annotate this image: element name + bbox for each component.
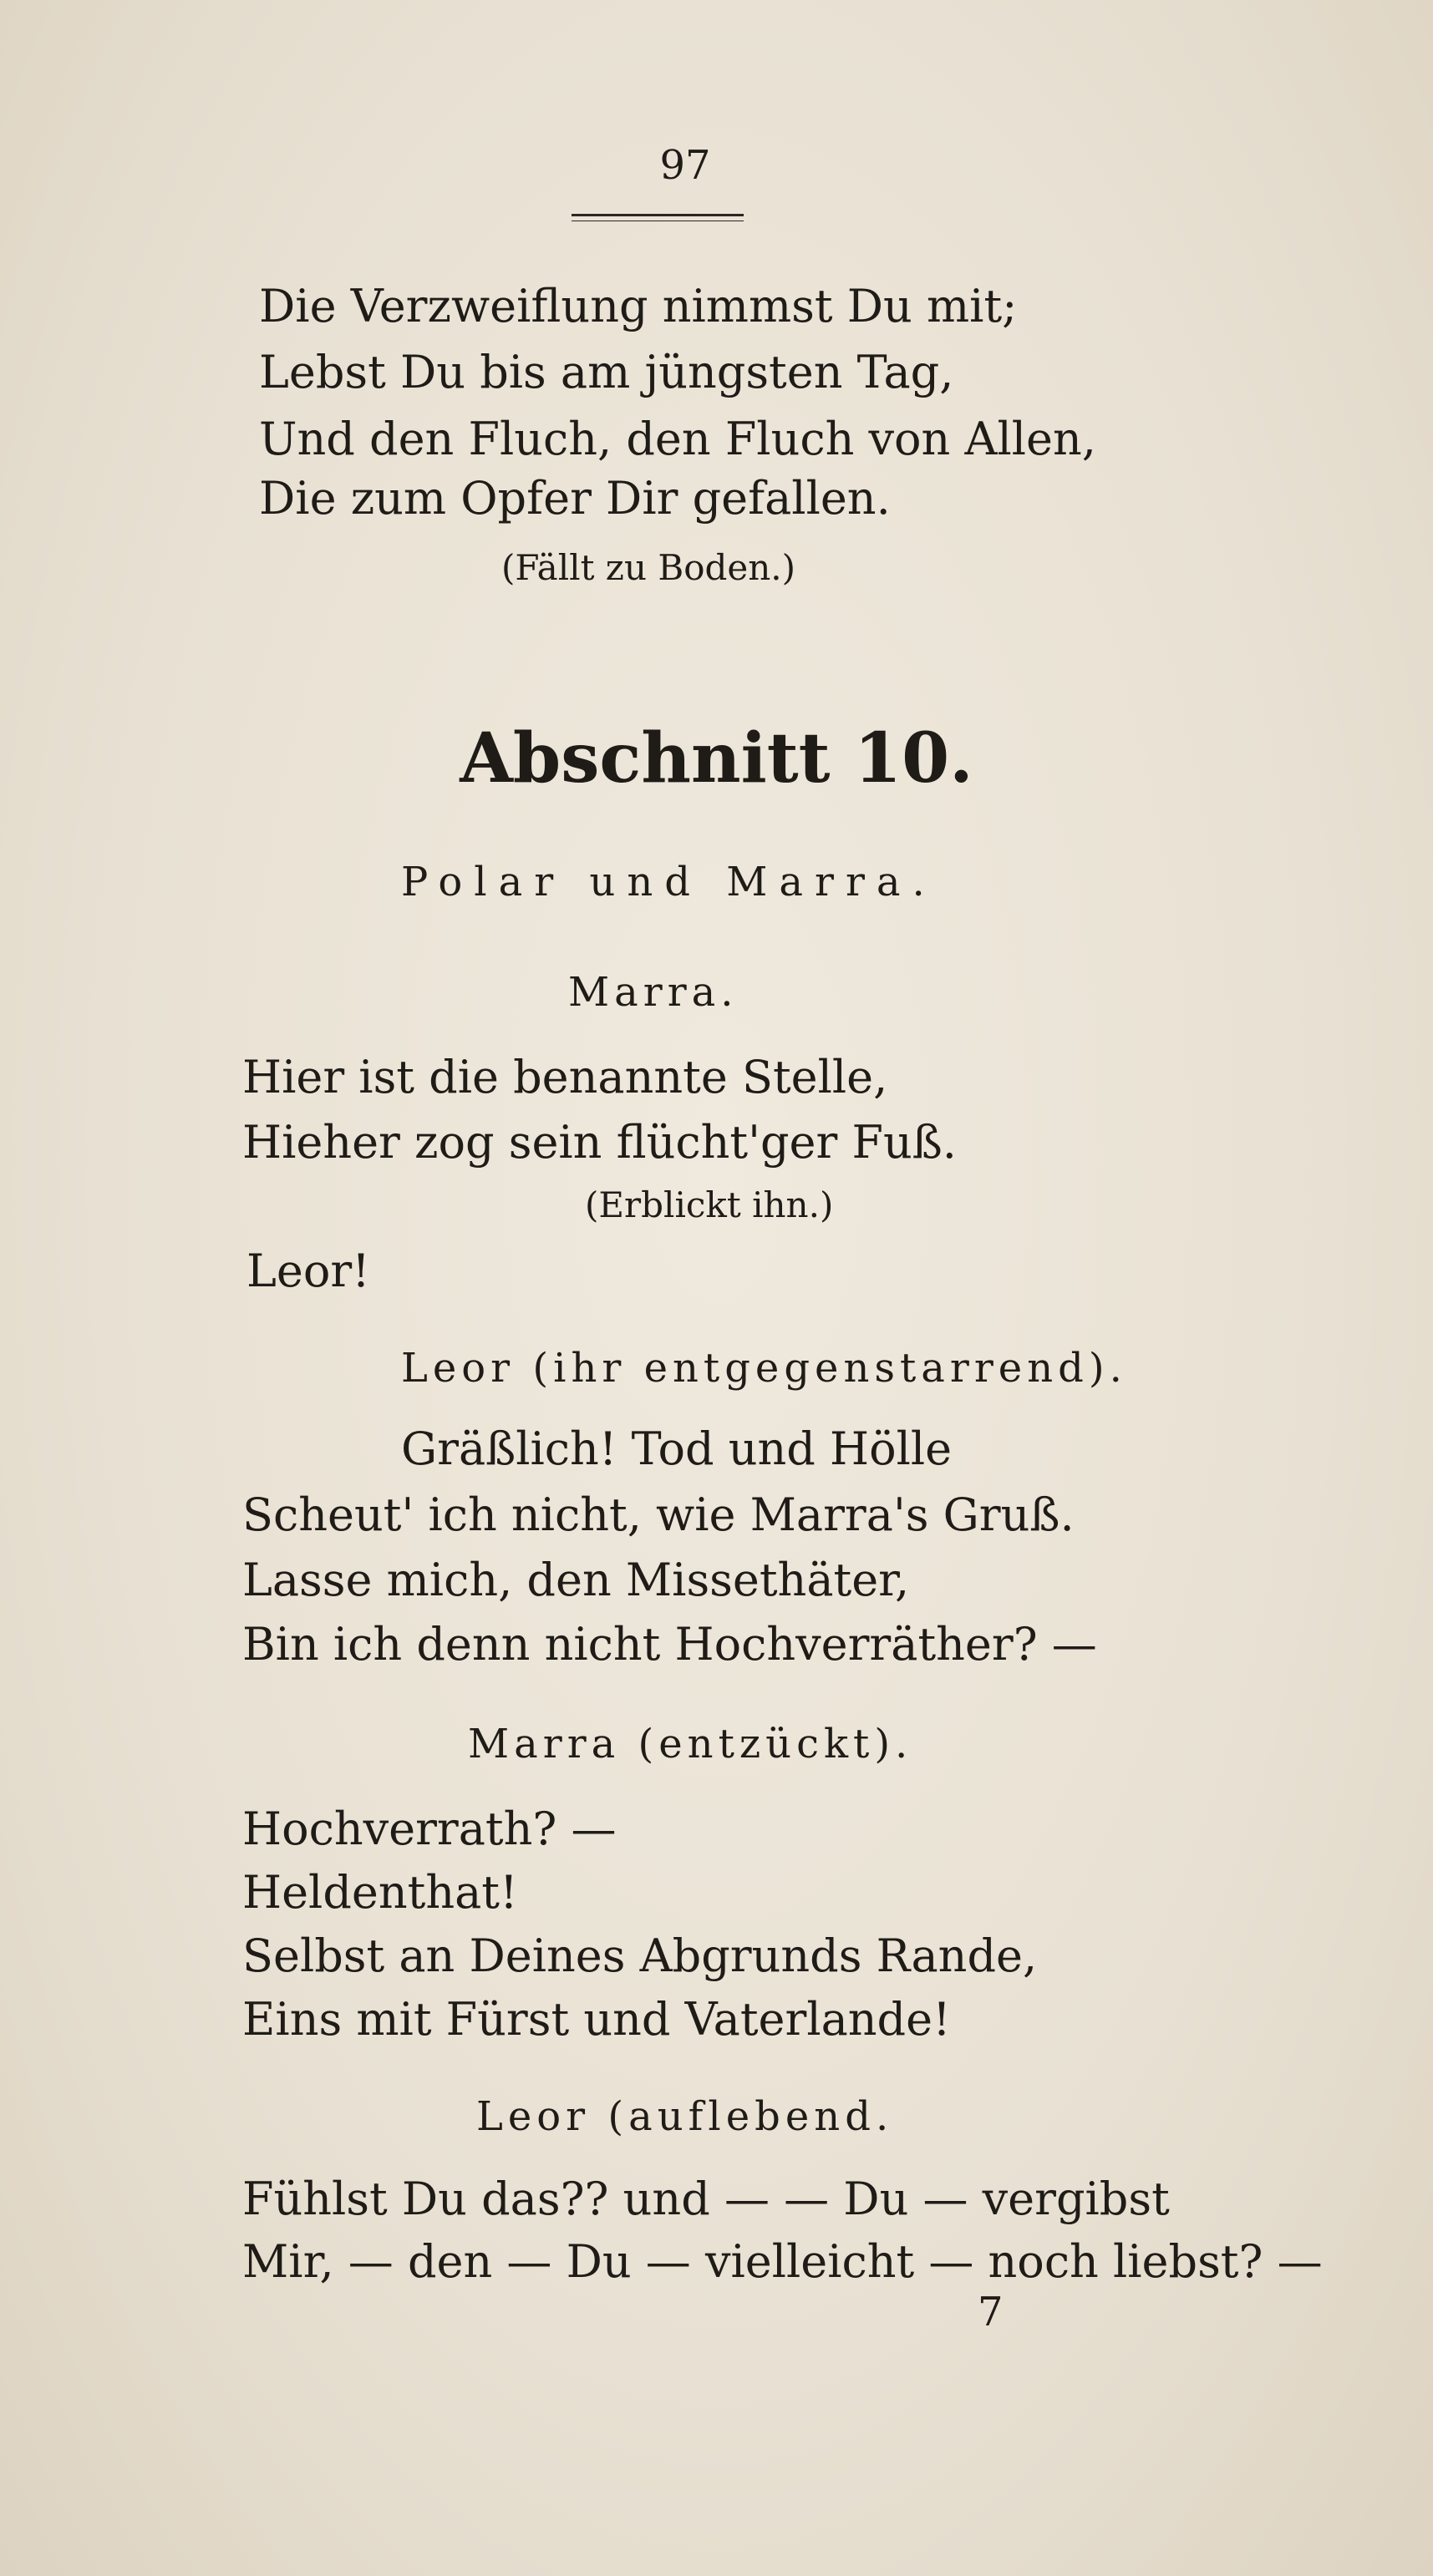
speaker-heading: Leor (auflebend. [476, 2093, 894, 2140]
page-number: 97 [659, 142, 711, 189]
verse-line: Eins mit Fürst und Vaterlande! [242, 1993, 951, 2046]
speaker-heading: Leor (ihr entgegenstarrend). [401, 1345, 1127, 1392]
verse-line: Die zum Opfer Dir gefallen. [259, 472, 891, 525]
verse-line: Und den Fluch, den Fluch von Allen, [259, 413, 1096, 465]
verse-line: Scheut' ich nicht, wie Marra's Gruß. [242, 1488, 1075, 1541]
stage-direction: (Erblickt ihn.) [585, 1184, 834, 1225]
signature-mark: 7 [978, 2289, 1004, 2335]
scene-persons: Polar und Marra. [401, 859, 937, 905]
verse-line: Fühlst Du das?? und — — Du — vergibst [242, 2173, 1170, 2225]
verse-line: Hieher zog sein flücht'ger Fuß. [242, 1116, 957, 1169]
verse-line: Heldenthat! [242, 1866, 518, 1919]
verse-line: Die Verzweiflung nimmst Du mit; [259, 280, 1018, 332]
verse-line: Lebst Du bis am jüngsten Tag, [259, 346, 954, 398]
verse-line: Leor! [246, 1245, 370, 1297]
stage-direction: (Fällt zu Boden.) [501, 547, 796, 588]
verse-line: Gräßlich! Tod und Hölle [401, 1422, 953, 1475]
header-rule [572, 214, 744, 216]
verse-line: Bin ich denn nicht Hochverräther? — [242, 1618, 1097, 1671]
verse-line: Lasse mich, den Missethäter, [242, 1554, 910, 1606]
verse-line: Hochverrath? — [242, 1803, 617, 1855]
section-heading: Abschnitt 10. [460, 718, 973, 799]
verse-line: Hier ist die benannte Stelle, [242, 1051, 888, 1103]
verse-line: Selbst an Deines Abgrunds Rande, [242, 1929, 1038, 1982]
speaker-heading: Marra (entzückt). [468, 1721, 913, 1767]
speaker-heading: Marra. [568, 969, 739, 1016]
verse-line: Mir, — den — Du — vielleicht — noch liebst? — [242, 2235, 1323, 2288]
